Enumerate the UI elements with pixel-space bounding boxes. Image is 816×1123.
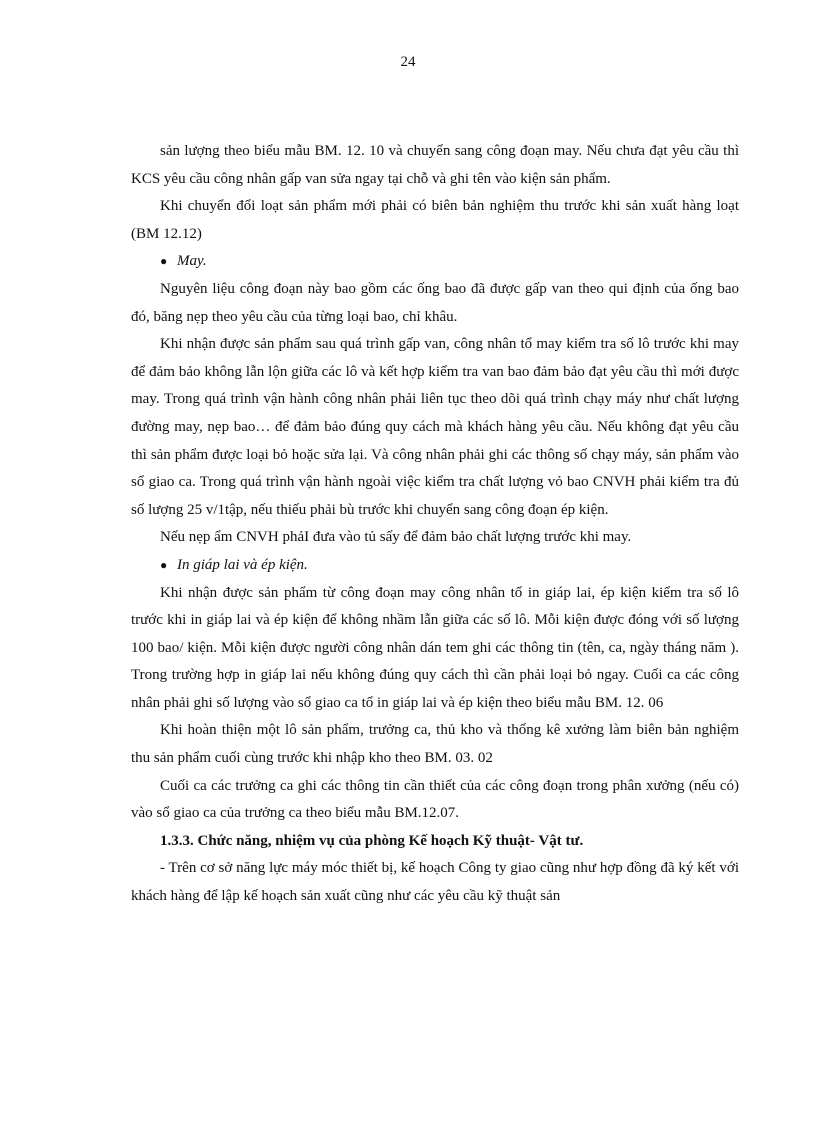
paragraph-planning: - Trên cơ sở năng lực máy móc thiết bị, kế hoạch Công ty giao cũng như hợp đồng đã ký kết với khách hàng để lập kế hoạch sản xuất cũng như các yêu cầu kỹ thuật sản bbox=[131, 860, 739, 905]
bullet-label: In giáp lai và ép kiện. bbox=[177, 556, 308, 573]
bullet-icon: ● bbox=[160, 557, 168, 572]
bullet-icon: ● bbox=[160, 254, 168, 269]
paragraph-sewing-process: Khi nhận được sản phẩm sau quá trình gấp van, công nhân tổ may kiểm tra số lô trước khi may để đảm bảo không lẫn lộn giữa các lô và kết hợp kiểm tra van bao đảm bảo đạt yêu cầu thì mới được may. Trong quá trình vận hành công nhân phải liên tục theo dõi quá trình chạy máy như chất lượng đường may, nẹp bao… để đảm bảo đúng quy cách mà khách hàng yêu cầu. Nếu không đạt yêu cầu thì sản phẩm được loại bỏ hoặc sửa lại. Và công nhân phải ghi các thông số chạy máy, sản phẩm vào sổ giao ca. Trong quá trình vận hành ngoài việc kiểm tra chất lượng vỏ bao CNVH phải kiểm tra đủ số lượng 25 v/1tập, nếu thiếu phải bù trước khi chuyển sang công đoạn ép kiện. bbox=[131, 336, 739, 518]
section-heading: 1.3.3. Chức năng, nhiệm vụ của phòng Kế hoạch Kỹ thuật- Vật tư. bbox=[160, 832, 584, 849]
paragraph-batch-change: Khi chuyển đổi loạt sản phẩm mới phải có biên bản nghiệm thu trước khi sản xuất hàng loạt (BM 12.12) bbox=[131, 198, 739, 242]
paragraph-shift-end: Cuối ca các trưởng ca ghi các thông tin cần thiết của các công đoạn trong phân xưởng (nếu có) vào sổ giao ca của trưởng ca theo biểu mẫu BM.12.07. bbox=[131, 777, 739, 822]
document-body bbox=[131, 138, 739, 911]
section-bullet-printing bbox=[131, 552, 739, 580]
paragraph-acceptance: Khi hoàn thiện một lô sản phẩm, trưởng ca, thủ kho và thống kê xưởng làm biên bản nghiệm thu sản phẩm cuối cùng trước khi nhập kho theo BM. 03. 02 bbox=[131, 722, 739, 767]
bullet-label: May. bbox=[177, 253, 207, 270]
section-bullet-may bbox=[131, 248, 739, 276]
paragraph-printing-process: Khi nhận được sản phẩm từ công đoạn may công nhân tổ in giáp lai, ép kiện kiểm tra số lô trước khi in giáp lai và ép kiện để không nhầm lẫn giữa các số lô. Mỗi kiện được đóng với số lượng 100 bao/ kiện. Mỗi kiện được người công nhân dán tem ghi các thông tin (tên, ca, ngày tháng năm ). Trong trường hợp in giáp lai nếu không đúng quy cách thì cần phải loại bỏ ngay. Cuối ca các công nhân phải ghi số lượng vào sổ giao ca tổ in giáp lai và ép kiện theo biểu mẫu BM. 12. 06 bbox=[131, 584, 739, 711]
paragraph-materials: Nguyên liệu công đoạn này bao gồm các ống bao đã được gấp van theo qui định của ống bao đó, băng nẹp theo yêu cầu của từng loại bao, chỉ khâu. bbox=[131, 280, 739, 325]
paragraph-continued: sản lượng theo biểu mẫu BM. 12. 10 và chuyển sang công đoạn may. Nếu chưa đạt yêu cầu thì KCS yêu cầu công nhân gấp van sửa ngay tại chỗ và ghi tên vào kiện sản phẩm. bbox=[131, 143, 739, 187]
page-number: 24 bbox=[400, 54, 416, 70]
paragraph-drying: Nếu nẹp ẩm CNVH phảI đưa vào tủ sấy để đảm bảo chất lượng trước khi may. bbox=[160, 529, 632, 546]
